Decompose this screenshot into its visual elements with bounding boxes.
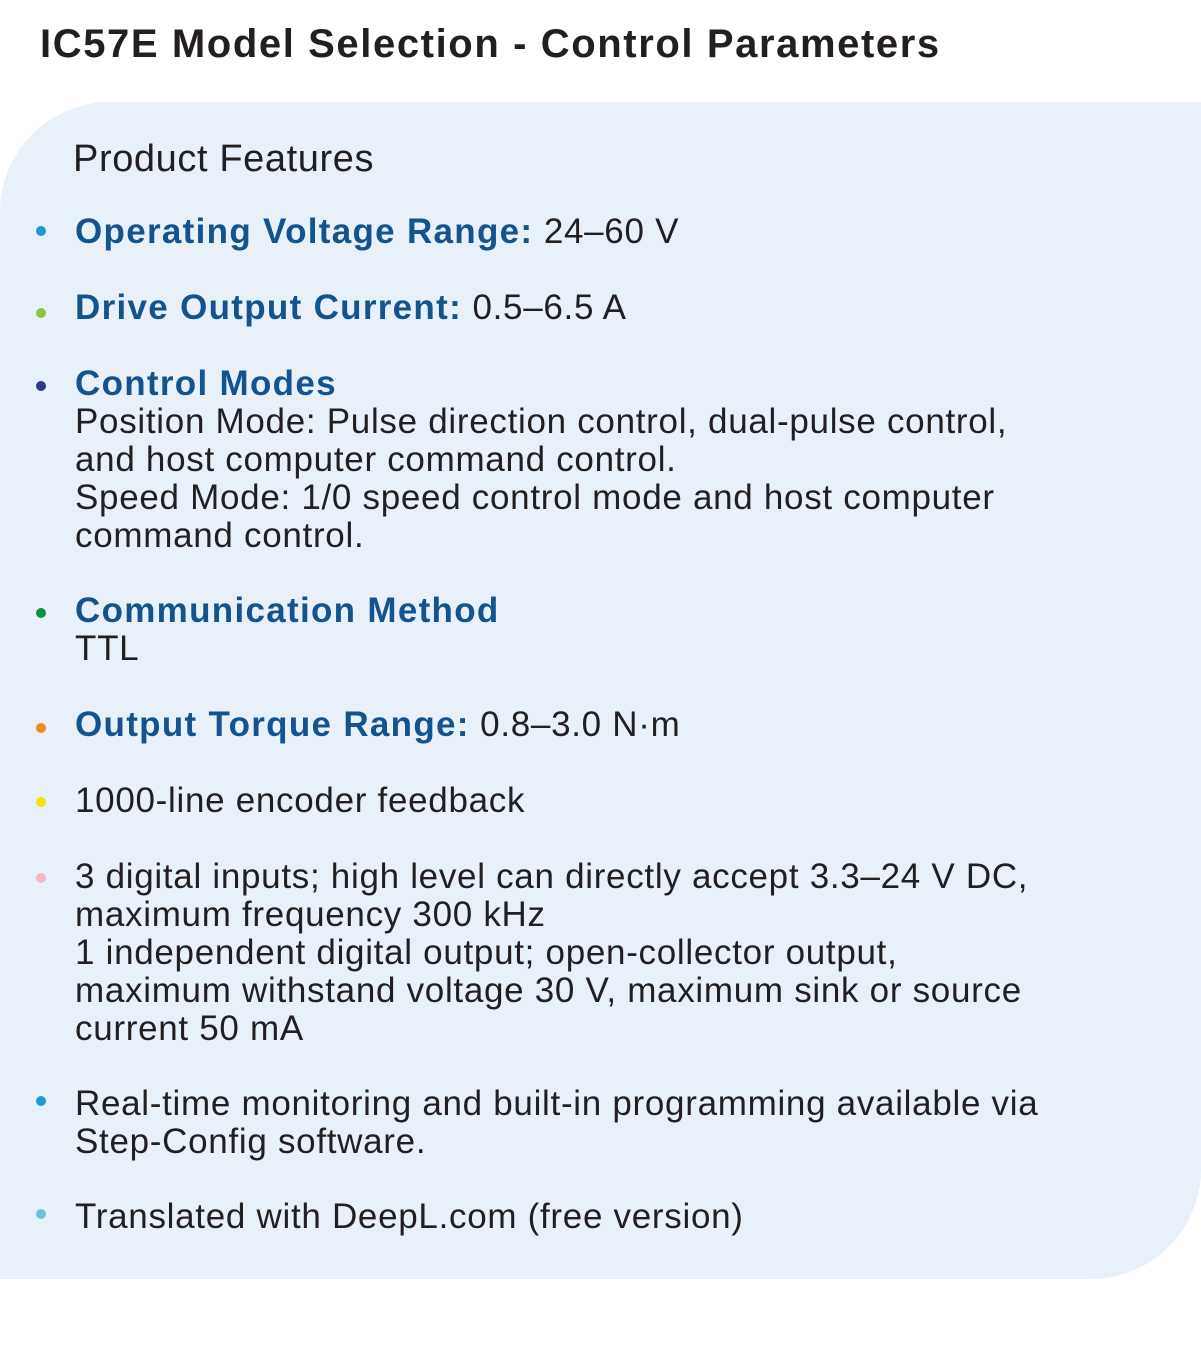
feature-text xyxy=(75,592,1180,668)
bullet-icon xyxy=(36,1209,46,1219)
page-title: IC57E Model Selection - Control Parameters xyxy=(40,22,941,66)
feature-line: 3 digital inputs; high level can directly accept 3.3–24 V DC, xyxy=(75,857,1029,896)
feature-line: Speed Mode: 1/0 speed control mode and host computer xyxy=(75,478,995,517)
bullet-icon xyxy=(36,723,46,733)
feature-text xyxy=(75,289,1180,327)
feature-line: Position Mode: Pulse direction control, dual-pulse control, xyxy=(75,402,1008,441)
feature-line: maximum frequency 300 kHz xyxy=(75,895,546,934)
bullet-icon xyxy=(36,873,46,883)
feature-label: Output Torque Range: xyxy=(75,705,470,744)
bullet-icon xyxy=(36,1096,46,1106)
feature-line: and host computer command control. xyxy=(75,440,677,479)
feature-value: 0.8–3.0 N·m xyxy=(469,705,681,744)
feature-value: 24–60 V xyxy=(533,212,680,251)
feature-line: TTL xyxy=(75,629,140,668)
feature-text xyxy=(75,858,1180,1048)
feature-line: Real-time monitoring and built-in programming available via xyxy=(75,1084,1039,1123)
feature-text xyxy=(75,365,1180,555)
bullet-icon xyxy=(36,381,46,391)
feature-line: current 50 mA xyxy=(75,1009,304,1048)
feature-value: 0.5–6.5 A xyxy=(462,288,627,327)
feature-line: Translated with DeepL.com (free version) xyxy=(75,1197,744,1236)
feature-line: command control. xyxy=(75,516,365,555)
feature-text xyxy=(75,706,1180,744)
feature-label: Communication Method xyxy=(75,591,500,630)
bullet-icon xyxy=(36,226,46,236)
feature-label: Operating Voltage Range: xyxy=(75,212,534,251)
feature-line: 1 independent digital output; open-collector output, xyxy=(75,933,898,972)
panel-heading: Product Features xyxy=(73,138,375,180)
feature-text xyxy=(75,1198,1180,1236)
feature-label: Control Modes xyxy=(75,364,337,403)
bullet-icon xyxy=(36,608,46,618)
feature-text xyxy=(75,213,1180,251)
feature-text xyxy=(75,1085,1180,1161)
bullet-icon xyxy=(36,308,46,318)
bullet-icon xyxy=(36,797,46,807)
feature-line: Step-Config software. xyxy=(75,1122,427,1161)
feature-text xyxy=(75,782,1180,820)
feature-line: maximum withstand voltage 30 V, maximum sink or source xyxy=(75,971,1022,1010)
feature-label: Drive Output Current: xyxy=(75,288,463,327)
feature-line: 1000-line encoder feedback xyxy=(75,781,526,820)
